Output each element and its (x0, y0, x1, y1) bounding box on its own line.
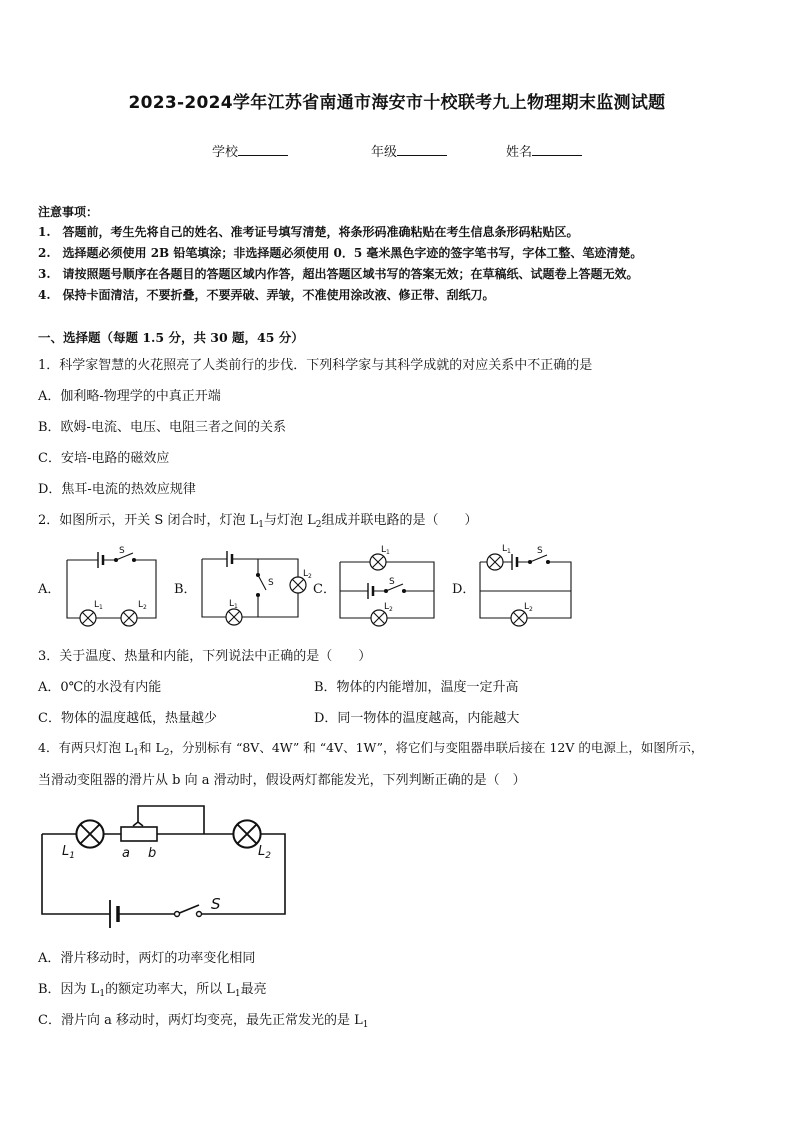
lamp-label: $L_1$ (502, 544, 511, 555)
lamp-label: $L_2$ (524, 602, 533, 613)
q3-option-c: C．物体的温度越低，热量越少 (38, 711, 217, 726)
q2-stem-part: 组成并联电路的是（ ） (321, 513, 478, 528)
subscript: 2 (315, 520, 322, 530)
q2-stem (38, 509, 477, 530)
rheostat-end-a-label: a (122, 846, 130, 861)
lamp-label: $L_2$ (258, 844, 271, 861)
school-blank (238, 143, 288, 156)
q4-stem-part: 和 L (138, 740, 164, 755)
circuit-c-diagram (340, 554, 434, 626)
q2-choice-c-label: C． (313, 582, 336, 597)
q4-circuit-diagram (42, 806, 285, 928)
note-item: 1. 答题前，考生先将自己的姓名、准考证号填写清楚，将条形码准确粘贴在考生信息条形码粘贴区。 (38, 225, 579, 239)
q4-stem-line1 (38, 738, 703, 758)
q3-stem: 3．关于温度、热量和内能，下列说法中正确的是（ ） (38, 649, 372, 664)
section-heading: 一、选择题（每题 1.5 分，共 30 题，45 分） (38, 330, 304, 345)
grade-label: 年级 (371, 145, 398, 160)
q4-option-a: A．滑片移动时，两灯的功率变化相同 (38, 951, 256, 966)
q4-option-part: 最亮 (240, 982, 267, 997)
switch-label: S (119, 546, 125, 556)
q4-option-b (38, 978, 267, 999)
switch-label: S (389, 577, 395, 587)
school-label: 学校 (212, 145, 239, 160)
lamp-label: $L_2$ (138, 600, 147, 611)
name-label: 姓名 (506, 145, 533, 160)
school-field (212, 141, 288, 160)
subscript: 1 (258, 520, 264, 530)
q4-stem-part: ，分别标有 “8V、4W” 和 “4V、1W”，将它们与变阻器串联后接在 12V 的电源上，如图所示， (169, 740, 704, 755)
q1-option-a: A．伽利略-物理学的中真正开端 (38, 389, 221, 404)
grade-field (371, 141, 447, 160)
switch-label: S (537, 546, 543, 556)
switch-label: S (211, 895, 221, 913)
lamp-label: $L_1$ (62, 844, 75, 861)
grade-blank (397, 143, 447, 156)
q1-option-d: D．焦耳-电流的热效应规律 (38, 482, 196, 497)
note-item: 4. 保持卡面清洁，不要折叠，不要弄破、弄皱，不准使用涂改液、修正带、刮纸刀。 (38, 288, 495, 302)
q4-option-c (38, 1009, 368, 1030)
circuit-d-diagram (480, 554, 571, 626)
q2-stem-part: 与灯泡 L (263, 513, 316, 528)
subscript: 1 (234, 989, 241, 999)
page-title: 2023-2024学年江苏省南通市海安市十校联考九上物理期末监测试题 (128, 93, 666, 113)
subscript: 2 (163, 748, 170, 758)
subscript: 1 (133, 748, 139, 758)
q3-option-d: D．同一物体的温度越高，内能越大 (314, 711, 520, 726)
lamp-label: $L_2$ (303, 569, 312, 580)
note-item: 2. 选择题必须使用 2B 铅笔填涂；非选择题必须使用 0．5 毫米黑色字迹的签字笔书写，字体工整、笔迹清楚。 (38, 246, 643, 260)
q2-stem-part: 2．如图所示，开关 S 闭合时，灯泡 L (38, 513, 259, 528)
q4-option-part: B．因为 L (38, 982, 100, 997)
subscript: 1 (362, 1020, 369, 1030)
q4-stem-line2: 当滑动变阻器的滑片从 b 向 a 滑动时，假设两灯都能发光，下列判断正确的是（ ） (38, 773, 526, 788)
q2-choice-b-label: B． (174, 582, 197, 597)
q3-option-b: B．物体的内能增加，温度一定升高 (314, 680, 519, 695)
q4-option-part: C．滑片向 a 移动时，两灯均变亮，最先正常发光的是 L (38, 1013, 363, 1028)
q1-stem: 1．科学家智慧的火花照亮了人类前行的步伐．下列科学家与其科学成就的对应关系中不正确的是 (38, 358, 593, 373)
q4-option-part: 的额定功率大，所以 L (105, 982, 235, 997)
q2-choice-a-label: A． (38, 582, 61, 597)
q3-option-a: A．0℃的水没有内能 (38, 680, 162, 695)
notes-heading: 注意事项： (38, 205, 99, 219)
circuit-a-diagram (67, 552, 156, 626)
q2-choice-d-label: D． (452, 582, 476, 597)
name-blank (532, 143, 582, 156)
lamp-label: $L_2$ (384, 602, 393, 613)
lamp-label: $L_1$ (381, 545, 390, 556)
note-item: 3. 请按照题号顺序在各题目的答题区域内作答，超出答题区域书写的答案无效；在草稿纸、试题卷上答题无效。 (38, 267, 639, 281)
switch-label: S (268, 578, 274, 588)
q1-option-c: C．安培-电路的磁效应 (38, 451, 170, 466)
rheostat-end-b-label: b (148, 846, 157, 861)
q1-option-b: B．欧姆-电流、电压、电阻三者之间的关系 (38, 420, 286, 435)
lamp-label: $L_1$ (94, 600, 103, 611)
name-field (506, 141, 582, 160)
subscript: 1 (99, 989, 106, 999)
q4-stem-part: 4．有两只灯泡 L (38, 740, 134, 755)
circuit-b-diagram (202, 551, 306, 625)
lamp-label: $L_1$ (229, 599, 238, 610)
